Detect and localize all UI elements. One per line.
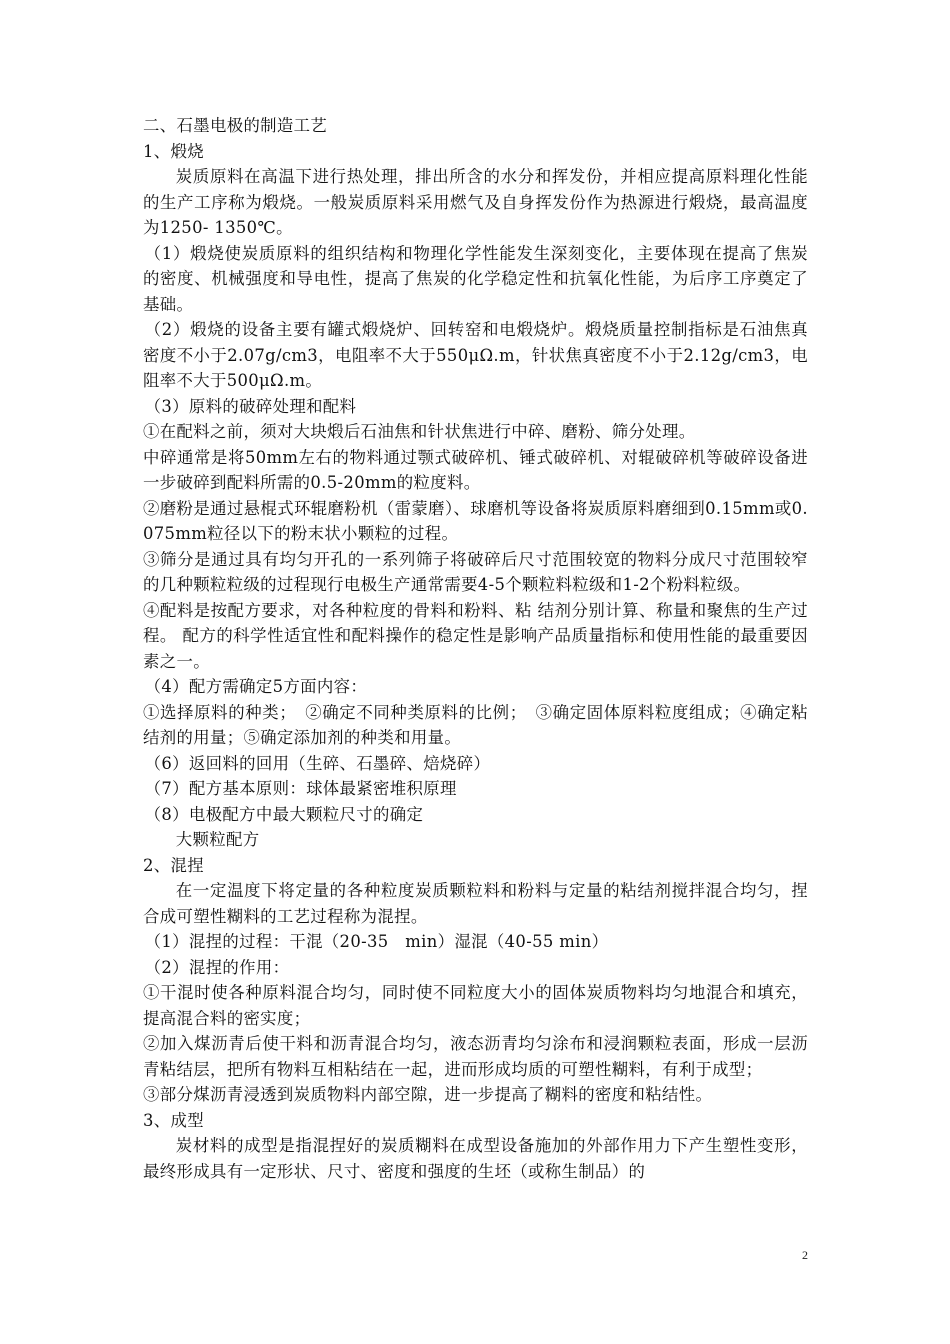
paragraph: ①在配料之前，须对大块煅后石油焦和针状焦进行中碎、磨粉、筛分处理。 (143, 422, 696, 441)
subsection-heading-calcination: 1、煅烧 (143, 141, 204, 161)
subsection-heading-kneading: 2、混捏 (143, 855, 204, 875)
paragraph: （4）配方需确定5方面内容： (144, 677, 368, 696)
paragraph: ①选择原料的种类； ②确定不同种类原料的比例； ③确定固体原料粒度组成；④确定粘结剂的用量；⑤确定添加剂的种类和用量。 (143, 702, 808, 747)
paragraph: 炭质原料在高温下进行热处理，排出所含的水分和挥发份，并相应提高原料理化性能的生产工序称为煅烧。一般炭质原料采用燃气及自身挥发份作为热源进行煅烧，最高温度为1250- 1350℃。 (143, 167, 808, 237)
paragraph: ②磨粉是通过悬棍式环辊磨粉机（雷蒙磨）、球磨机等设备将炭质原料磨细到0.15mm或0.075mm粒径以下的粉末状小颗粒的过程。 (143, 498, 808, 543)
paragraph: （3）原料的破碎处理和配料 (144, 396, 357, 416)
paragraph: （1）煅烧使炭质原料的组织结构和物理化学性能发生深刻变化，主要体现在提高了焦炭的密度、机械强度和导电性，提高了焦炭的化学稳定性和抗氧化性能，为后序工序奠定了基础。 (143, 243, 808, 314)
subsection-heading-forming: 3、成型 (143, 1110, 204, 1130)
paragraph: 在一定温度下将定量的各种粒度炭质颗粒料和粉料与定量的粘结剂搅拌混合均匀，捏合成可塑性糊料的工艺过程称为混捏。 (143, 881, 808, 926)
page-number: 2 (802, 1248, 808, 1262)
paragraph: （7）配方基本原则：球体最紧密堆积原理 (144, 779, 457, 798)
paragraph: 炭材料的成型是指混捏好的炭质糊料在成型设备施加的外部作用力下产生塑性变形，最终形成具有一定形状、尺寸、密度和强度的生坯（或称生制品）的 (143, 1136, 808, 1181)
paragraph: ②加入煤沥青后使干料和沥青混合均匀，液态沥青均匀涂布和浸润颗粒表面，形成一层沥青粘结层，把所有物料互相粘结在一起，进而形成均质的可塑性糊料，有利于成型； (143, 1034, 808, 1079)
paragraph: （2）煅烧的设备主要有罐式煅烧炉、回转窑和电煅烧炉。煅烧质量控制指标是石油焦真密度不小于2.07g/cm3，电阻率不大于550μΩ.m，针状焦真密度不小于2.12g/cm3，电阻率不大于500μΩ.m。 (143, 320, 808, 390)
paragraph: ③部分煤沥青浸透到炭质物料内部空隙，进一步提高了糊料的密度和粘结性。 (143, 1085, 713, 1104)
paragraph: （1）混捏的过程：干混（20-35 min）湿混（40-55 min） (144, 932, 609, 951)
paragraph: （6）返回料的回用（生碎、石墨碎、焙烧碎） (144, 753, 491, 773)
paragraph: 大颗粒配方 (175, 830, 260, 849)
paragraph: （8）电极配方中最大颗粒尺寸的确定 (144, 804, 424, 824)
document-body (143, 113, 808, 1184)
paragraph: ①干混时使各种原料混合均匀，同时使不同粒度大小的固体炭质物料均匀地混合和填充，提高混合料的密实度； (143, 983, 808, 1028)
paragraph: 中碎通常是将50mm左右的物料通过颚式破碎机、锤式破碎机、对辊破碎机等破碎设备进一步破碎到配料所需的0.5-20mm的粒度料。 (143, 447, 808, 492)
paragraph: （2）混捏的作用： (144, 957, 290, 977)
paragraph: ④配料是按配方要求，对各种粒度的骨料和粉料、粘 结剂分别计算、称量和聚焦的生产过程。 配方的科学性适宜性和配料操作的稳定性是影响产品质量指标和使用性能的最重要因素之一。 (143, 600, 808, 671)
paragraph: ③筛分是通过具有均匀开孔的一系列筛子将破碎后尺寸范围较宽的物料分成尺寸范围较窄的几种颗粒粒级的过程现行电极生产通常需要4-5个颗粒料粒级和1-2个粉料粒级。 (143, 549, 808, 594)
section-heading: 二、石墨电极的制造工艺 (143, 116, 328, 135)
